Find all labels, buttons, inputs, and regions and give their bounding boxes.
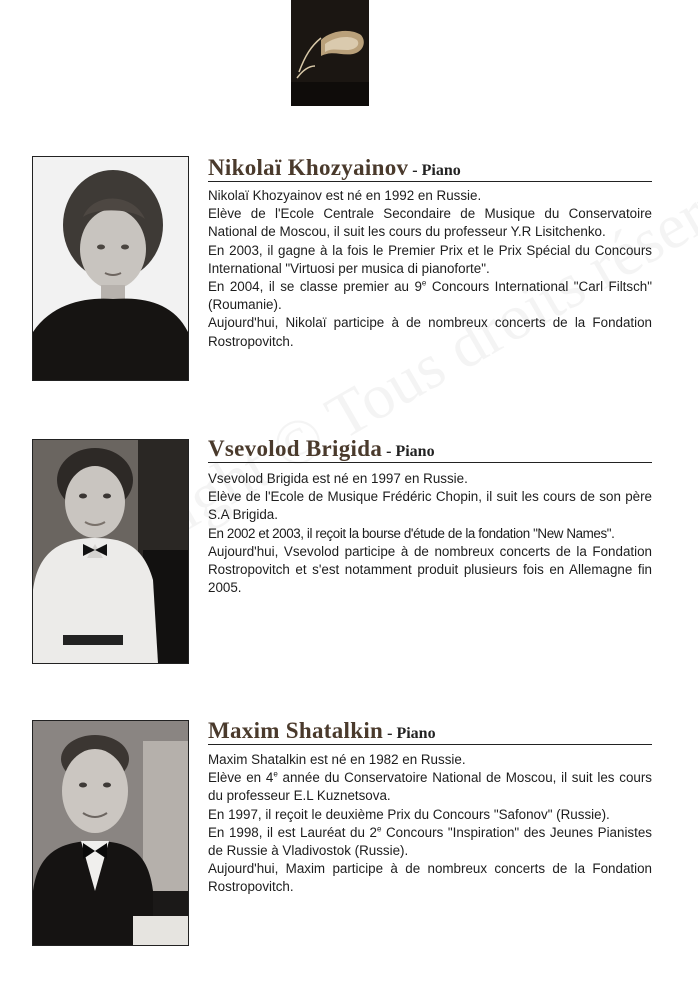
musician-photo [32, 439, 189, 664]
bio-paragraph: Vsevolod Brigida est né en 1997 en Russie. [208, 471, 468, 486]
musician-heading [208, 436, 652, 463]
musician-bio [208, 470, 652, 597]
musician-instrument: - Piano [383, 725, 436, 742]
bio-paragraph: Aujourd'hui, Nikolaï participe à de nombreux concerts de la Fondation Rostropovitch. [208, 315, 652, 349]
bio-paragraph: Elève de l'Ecole Centrale Secondaire de Musique du Conservatoire National de Moscou, il suit les cours du professeur Y.R Lisitchenko. [208, 206, 652, 240]
bio-paragraph: Nikolaï Khozyainov est né en 1992 en Russie. [208, 188, 482, 203]
musician-heading [208, 718, 652, 745]
violin-logo [291, 0, 369, 106]
musician-heading [208, 155, 652, 182]
musician-bio [208, 751, 652, 897]
musician-photo [32, 720, 189, 946]
musician-name: Nikolaï Khozyainov [208, 155, 409, 180]
bio-paragraph: Maxim Shatalkin est né en 1982 en Russie. [208, 752, 466, 767]
musician-name: Vsevolod Brigida [208, 436, 383, 461]
bio-paragraph: Elève en 4e année du Conservatoire National de Moscou, il suit les cours du professeur E.L Kuznetsova. [208, 769, 652, 804]
musician-instrument: - Piano [408, 162, 461, 179]
bio-paragraph: Elève de l'Ecole de Musique Frédéric Chopin, il suit les cours de son père S.A Brigida. [208, 489, 652, 523]
musician-photo [32, 156, 189, 381]
musician-name: Maxim Shatalkin [208, 718, 384, 743]
bio-paragraph: En 1997, il reçoit le deuxième Prix du Concours "Safonov" (Russie). [208, 806, 610, 822]
musician-bio [208, 187, 652, 351]
bio-paragraph: En 2003, il gagne à la fois le Premier Prix et le Prix Spécial du Concours International "Virtuosi per musica di pianoforte". [208, 242, 652, 276]
bio-paragraph: Aujourd'hui, Maxim participe à de nombreux concerts de la Fondation Rostropovitch. [208, 861, 652, 895]
bio-paragraph: Aujourd'hui, Vsevolod participe à de nombreux concerts de la Fondation Rostropovitch et s'est notamment produit plusieurs fois en Allemagne fin 2005. [208, 543, 652, 596]
bio-paragraph: En 1998, il est Lauréat du 2e Concours "Inspiration" des Jeunes Pianistes de Russie à Vladivostok (Russie). [208, 824, 652, 859]
bio-paragraph: En 2002 et 2003, il reçoit la bourse d'étude de la fondation "New Names". [208, 525, 615, 541]
musician-instrument: - Piano [382, 443, 435, 460]
bio-paragraph: En 2004, il se classe premier au 9e Concours International "Carl Filtsch" (Roumanie). [208, 278, 652, 313]
